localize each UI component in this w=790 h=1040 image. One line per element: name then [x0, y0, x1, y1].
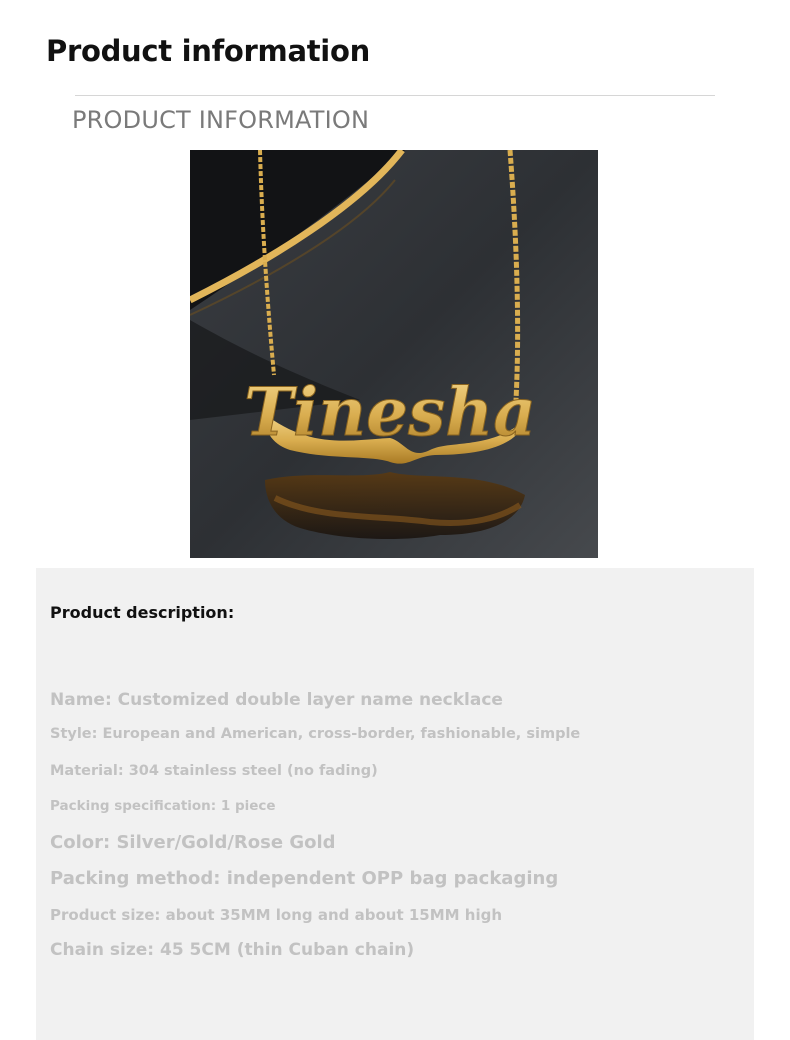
spec-material: Material: 304 stainless steel (no fading) — [50, 763, 378, 779]
spec-name: Name: Customized double layer name necklace — [50, 690, 503, 710]
description-panel — [36, 568, 754, 1040]
spec-packing-specification: Packing specification: 1 piece — [50, 798, 276, 814]
spec-color: Color: Silver/Gold/Rose Gold — [50, 832, 336, 853]
spec-product-size: Product size: about 35MM long and about 15MM high — [50, 906, 503, 924]
pendant-name: Tinesha — [243, 373, 537, 451]
spec-style: Style: European and American, cross-border, fashionable, simple — [50, 726, 581, 742]
product-image — [190, 150, 598, 558]
page-title: Product information — [46, 34, 370, 68]
divider — [75, 95, 715, 96]
description-heading: Product description: — [50, 603, 235, 622]
spec-chain-size: Chain size: 45 5CM (thin Cuban chain) — [50, 940, 415, 960]
section-heading: PRODUCT INFORMATION — [72, 106, 370, 134]
spec-packing-method: Packing method: independent OPP bag packaging — [50, 868, 559, 889]
